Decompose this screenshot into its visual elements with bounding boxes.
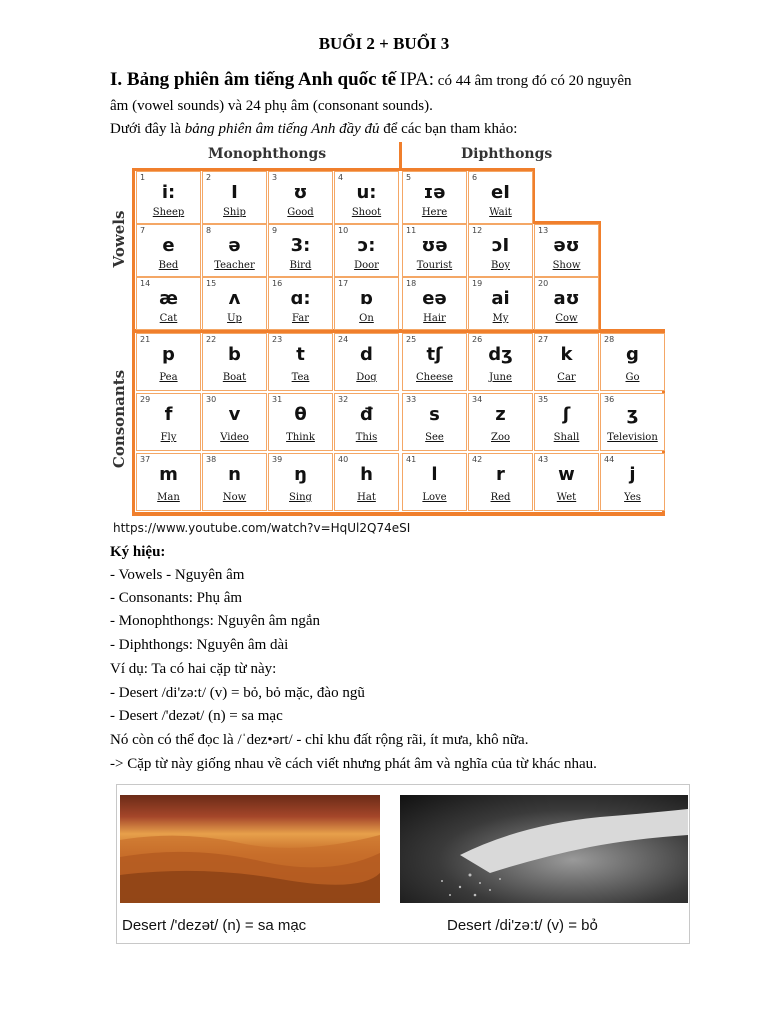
example-word: Up: [227, 313, 242, 324]
ipa-cell-number: 9: [272, 226, 278, 235]
ipa-cell-23: [268, 333, 333, 391]
example-word: Go: [625, 372, 640, 383]
ipa-cell-number: 18: [406, 279, 417, 288]
ipa-cell-37: [136, 453, 201, 511]
ipa-cell-number: 15: [206, 279, 217, 288]
ipa-cell-number: 8: [206, 226, 212, 235]
ipa-symbol: dʒ: [488, 344, 513, 365]
ipa-cell-24: [334, 333, 399, 391]
ipa-symbol: æ: [159, 288, 178, 309]
ipa-cell-43: [534, 453, 599, 511]
ipa-cell-5: [402, 171, 467, 224]
ipa-cell-number: 32: [338, 395, 349, 404]
ipa-cell-11: [402, 224, 467, 277]
ipa-cell-18: [402, 277, 467, 330]
ipa-cell-1: [136, 171, 201, 224]
header-diphthongs: Diphthongs: [461, 146, 553, 162]
example-word: Think: [286, 432, 315, 443]
label-consonants: Consonants: [110, 369, 128, 469]
ipa-cell-number: 21: [140, 335, 151, 344]
ipa-cell-number: 33: [406, 395, 417, 404]
ipa-cell-number: 44: [604, 455, 615, 464]
ipa-cell-number: 34: [472, 395, 483, 404]
ipa-symbol: z: [495, 404, 506, 425]
example-word: Bed: [158, 260, 179, 271]
example-word: Shall: [553, 432, 580, 443]
example-word: Man: [157, 492, 180, 503]
ipa-symbol: ŋ: [294, 464, 307, 485]
hand-sand-photo: [400, 795, 688, 903]
ipa-cell-number: 28: [604, 335, 615, 344]
ipa-symbol: h: [360, 464, 373, 485]
ipa-cell-number: 38: [206, 455, 217, 464]
ipa-cell-number: 13: [538, 226, 549, 235]
ipa-symbol: v: [228, 404, 241, 425]
ipa-cell-number: 11: [406, 226, 417, 235]
ipa-cell-44: [600, 453, 665, 511]
ipa-cell-29: [136, 393, 201, 451]
ipa-cell-number: 1: [140, 173, 146, 182]
ipa-cell-number: 35: [538, 395, 549, 404]
ipa-symbol: tʃ: [426, 344, 443, 365]
ipa-symbol: ʒ: [626, 404, 639, 425]
ipa-cell-19: [468, 277, 533, 330]
ipa-symbol: s: [429, 404, 440, 425]
ipa-cell-number: 30: [206, 395, 217, 404]
example-word: Far: [291, 313, 309, 324]
ipa-cell-number: 12: [472, 226, 483, 235]
ipa-symbol: n: [228, 464, 241, 485]
ipa-symbol: ʊ: [293, 182, 308, 203]
ipa-cell-number: 26: [472, 335, 483, 344]
example-word: Cat: [159, 313, 178, 324]
example-word: Now: [222, 492, 247, 503]
ipa-cell-22: [202, 333, 267, 391]
ipa-cell-number: 6: [472, 173, 478, 182]
section-line-3: [110, 119, 710, 139]
ipa-cell-25: [402, 333, 467, 391]
ipa-symbol: eI: [491, 182, 510, 203]
ipa-symbol: k: [560, 344, 573, 365]
frame-bottom: [132, 512, 665, 516]
note-line-2: - Consonants: Phụ âm: [110, 590, 243, 606]
intro-text: Dưới đây là: [110, 121, 185, 137]
example-word: This: [355, 432, 378, 443]
example-word: My: [492, 313, 509, 324]
label-vowels: Vowels: [110, 210, 128, 268]
ipa-symbol: eə: [422, 288, 447, 309]
ipa-symbol: t: [296, 344, 305, 365]
ipa-cell-number: 40: [338, 455, 349, 464]
ipa-cell-17: [334, 277, 399, 330]
caption-bo: Desert /di'zə:t/ (v) = bỏ: [447, 917, 598, 934]
divider-vertical: [399, 142, 402, 170]
example-word: Zoo: [491, 432, 510, 443]
example-word: Boy: [490, 260, 511, 271]
ipa-cell-33: [402, 393, 467, 451]
ipa-cell-36: [600, 393, 665, 451]
desert-photo: [120, 795, 380, 903]
ipa-cell-number: 24: [338, 335, 349, 344]
frame-left-consonants: [132, 329, 135, 515]
ipa-symbol: g: [626, 344, 639, 365]
ipa-symbol: ɒ: [360, 288, 373, 309]
heading-bold: I. Bảng phiên âm tiếng Anh quốc tế: [110, 69, 397, 90]
ipa-cell-41: [402, 453, 467, 511]
ipa-cell-number: 16: [272, 279, 283, 288]
ipa-cell-16: [268, 277, 333, 330]
ipa-symbol: 3:: [290, 235, 311, 256]
ipa-cell-38: [202, 453, 267, 511]
ipa-cell-40: [334, 453, 399, 511]
ipa-cell-14: [136, 277, 201, 330]
ipa-cell-number: 43: [538, 455, 549, 464]
ipa-symbol: ɑ:: [290, 288, 311, 309]
ipa-symbol: I: [231, 182, 238, 203]
ipa-cell-15: [202, 277, 267, 330]
example-word: Teacher: [214, 260, 255, 271]
example-word: Red: [490, 492, 511, 503]
example-word: Wet: [556, 492, 577, 503]
example-verb: - Desert /di'zə:t/ (v) = bỏ, bỏ mặc, đào ngũ: [110, 685, 365, 701]
example-word: Tea: [291, 372, 310, 383]
ipa-symbol: u:: [356, 182, 377, 203]
ipa-symbol: r: [496, 464, 505, 485]
example-word: Television: [607, 432, 658, 443]
example-word: See: [425, 432, 444, 443]
hand-illustration: [400, 795, 688, 903]
example-word: Sing: [289, 492, 312, 503]
intro-italic: bảng phiên âm tiếng Anh đầy đủ: [184, 121, 380, 137]
ipa-cell-number: 10: [338, 226, 349, 235]
ipa-cell-number: 27: [538, 335, 549, 344]
ipa-cell-6: [468, 171, 533, 224]
ipa-cell-number: 20: [538, 279, 549, 288]
header-monophthongs: Monophthongs: [208, 146, 327, 162]
ipa-chart: [106, 140, 668, 518]
ipa-cell-10: [334, 224, 399, 277]
ipa-cell-9: [268, 224, 333, 277]
caption-sa-mac: Desert /'dezət/ (n) = sa mạc: [122, 917, 307, 934]
ipa-cell-30: [202, 393, 267, 451]
ipa-symbol: ʌ: [228, 288, 241, 309]
ipa-cell-number: 17: [338, 279, 349, 288]
ipa-cell-number: 41: [406, 455, 417, 464]
example-intro: Ví dụ: Ta có hai cặp từ này:: [110, 661, 277, 677]
ipa-cell-number: 7: [140, 226, 146, 235]
ipa-cell-number: 5: [406, 173, 412, 182]
video-url: https://www.youtube.com/watch?v=HqUl2Q74eSI: [113, 521, 411, 535]
ipa-cell-28: [600, 333, 665, 391]
ipa-symbol: ɔI: [491, 235, 510, 256]
ipa-cell-number: 4: [338, 173, 344, 182]
example-alt-pronunciation: Nó còn có thể đọc là /ˈdez•ərt/ - chỉ khu đất rộng rãi, ít mưa, khô nữa.: [110, 732, 529, 748]
page-title: BUỔI 2 + BUỔI 3: [318, 34, 450, 53]
ipa-symbol: ə: [228, 235, 241, 256]
section-line-2: âm (vowel sounds) và 24 phụ âm (consonant sounds).: [110, 98, 433, 114]
ipa-symbol: w: [558, 464, 575, 485]
example-word: On: [359, 313, 374, 324]
ipa-cell-number: 37: [140, 455, 151, 464]
ipa-cell-number: 25: [406, 335, 417, 344]
example-word: Love: [422, 492, 447, 503]
example-word: Sheep: [152, 207, 185, 218]
ipa-symbol: p: [162, 344, 175, 365]
example-word: Hair: [423, 313, 446, 324]
ipa-cell-34: [468, 393, 533, 451]
ipa-cell-number: 36: [604, 395, 615, 404]
ipa-cell-8: [202, 224, 267, 277]
ipa-symbol: l: [431, 464, 438, 485]
example-word: Car: [557, 372, 576, 383]
ipa-cell-3: [268, 171, 333, 224]
ipa-symbol: θ: [294, 404, 307, 425]
ipa-symbol: j: [629, 464, 636, 485]
ipa-symbol: b: [228, 344, 241, 365]
heading-ipa: IPA:: [399, 69, 435, 90]
ipa-symbol: m: [159, 464, 178, 485]
heading-rest: có 44 âm trong đó có 20 nguyên: [434, 73, 632, 89]
ipa-cell-4: [334, 171, 399, 224]
notes-title: Ký hiệu:: [110, 544, 166, 560]
example-word: Fly: [160, 432, 177, 443]
ipa-cell-number: 31: [272, 395, 283, 404]
ipa-cell-number: 14: [140, 279, 151, 288]
section-heading: [110, 70, 710, 91]
ipa-cell-number: 42: [472, 455, 483, 464]
ipa-symbol: đ: [360, 404, 373, 425]
example-word: Show: [552, 260, 581, 271]
example-word: Tourist: [416, 260, 453, 271]
ipa-cell-32: [334, 393, 399, 451]
ipa-symbol: f: [164, 404, 173, 425]
example-word: Ship: [223, 207, 246, 218]
example-pictures: [116, 784, 690, 944]
example-word: Bird: [289, 260, 312, 271]
example-word: Pea: [159, 372, 178, 383]
ipa-symbol: i:: [161, 182, 176, 203]
ipa-symbol: əʊ: [553, 235, 580, 256]
example-word: Video: [220, 432, 249, 443]
ipa-cell-39: [268, 453, 333, 511]
ipa-cell-12: [468, 224, 533, 277]
example-word: Here: [421, 207, 448, 218]
example-word: Good: [287, 207, 314, 218]
desert-dunes-illustration: [120, 795, 380, 903]
example-word: Shoot: [351, 207, 382, 218]
ipa-symbol: aʊ: [553, 288, 580, 309]
ipa-symbol: ʊə: [421, 235, 448, 256]
note-line-1: - Vowels - Nguyên âm: [110, 567, 245, 583]
note-line-3: - Monophthongs: Nguyên âm ngắn: [110, 613, 320, 629]
example-word: Hat: [357, 492, 376, 503]
ipa-symbol: ɔ:: [357, 235, 376, 256]
frame-left-vowels: [132, 168, 135, 332]
example-word: Cow: [555, 313, 578, 324]
example-word: Wait: [489, 207, 512, 218]
example-word: June: [489, 372, 512, 383]
ipa-cell-26: [468, 333, 533, 391]
ipa-symbol: ai: [491, 288, 510, 309]
ipa-cell-42: [468, 453, 533, 511]
ipa-cell-20: [534, 277, 599, 330]
ipa-cell-31: [268, 393, 333, 451]
ipa-symbol: ʃ: [562, 404, 571, 425]
intro-tail: để các bạn tham khảo:: [379, 121, 518, 137]
ipa-cell-number: 19: [472, 279, 483, 288]
ipa-cell-number: 2: [206, 173, 212, 182]
ipa-symbol: d: [360, 344, 373, 365]
example-noun: - Desert /'dezət/ (n) = sa mạc: [110, 708, 283, 724]
ipa-cell-13: [534, 224, 599, 277]
ipa-cell-35: [534, 393, 599, 451]
ipa-cell-number: 3: [272, 173, 278, 182]
example-conclusion: -> Cặp từ này giống nhau về cách viết nhưng phát âm và nghĩa của từ khác nhau.: [110, 756, 597, 772]
ipa-symbol: e: [162, 235, 175, 256]
ipa-symbol: ɪə: [423, 182, 446, 203]
example-word: Door: [354, 260, 379, 271]
ipa-cell-number: 39: [272, 455, 283, 464]
ipa-cell-number: 23: [272, 335, 283, 344]
ipa-cell-number: 29: [140, 395, 151, 404]
example-word: Boat: [222, 372, 247, 383]
ipa-cell-number: 22: [206, 335, 217, 344]
ipa-cell-7: [136, 224, 201, 277]
example-word: Dog: [356, 372, 377, 383]
example-word: Cheese: [416, 372, 453, 383]
ipa-cell-21: [136, 333, 201, 391]
ipa-cell-2: [202, 171, 267, 224]
ipa-cell-27: [534, 333, 599, 391]
note-line-4: - Diphthongs: Nguyên âm dài: [110, 637, 289, 653]
example-word: Yes: [624, 492, 641, 503]
